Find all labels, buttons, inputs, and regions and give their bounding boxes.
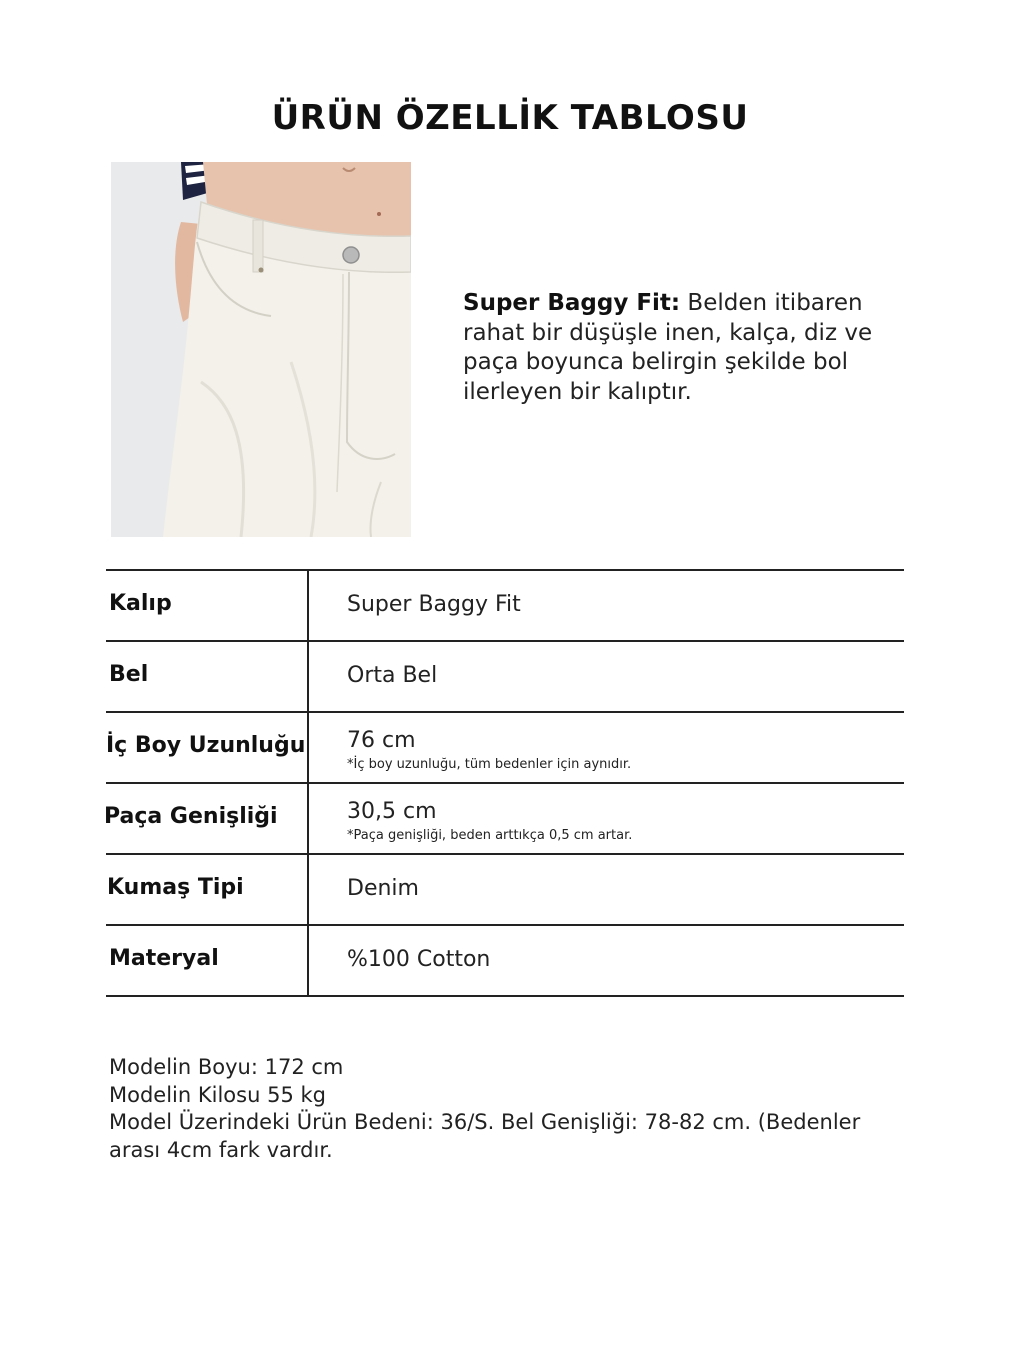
spec-value: 76 cm [347, 728, 416, 753]
spec-row-materyal [106, 924, 904, 997]
model-weight: Modelin Kilosu 55 kg [109, 1082, 326, 1107]
spec-label: Kumaş Tipi [107, 875, 244, 900]
fit-description [463, 289, 923, 407]
fit-description-text: Belden itibaren rahat bir düşüşle inen, kalça, diz ve paça boyunca belirgin şekilde bol ilerleyen bir kalıptır. [463, 290, 873, 405]
spec-row-kalip [106, 569, 904, 640]
spec-value: Orta Bel [347, 663, 438, 688]
spec-label: Paça Genişliği [104, 804, 278, 829]
model-size: Model Üzerindeki Ürün Bedeni: 36/S. Bel Genişliği: 78-82 cm. (Bedenler arası 4cm fark vardır. [109, 1110, 861, 1162]
spec-value: %100 Cotton [347, 947, 491, 972]
spec-table [106, 569, 904, 997]
spec-row-kumas [106, 853, 904, 924]
spec-note: *İç boy uzunluğu, tüm bedenler için aynıdır. [347, 757, 632, 772]
model-height: Modelin Boyu: 172 cm [109, 1055, 344, 1079]
model-info [109, 1054, 899, 1164]
spec-value: Super Baggy Fit [347, 592, 521, 617]
spec-label: Bel [109, 662, 149, 687]
spec-label: İç Boy Uzunluğu [106, 733, 306, 758]
column-divider [307, 926, 309, 995]
column-divider [307, 642, 309, 711]
page-title: ÜRÜN ÖZELLİK TABLOSU [271, 98, 749, 138]
column-divider [307, 855, 309, 924]
spec-row-bel [106, 640, 904, 711]
column-divider [307, 784, 309, 853]
column-divider [307, 713, 309, 782]
spec-row-paca [106, 782, 904, 853]
spec-value: 30,5 cm [347, 799, 437, 824]
spec-label: Kalıp [109, 591, 172, 616]
spec-label: Materyal [109, 946, 219, 971]
fit-description-label: Super Baggy Fit: [463, 290, 681, 316]
column-divider [307, 571, 309, 640]
spec-note: *Paça genişliği, beden arttıkça 0,5 cm artar. [347, 828, 633, 843]
product-photo [111, 162, 411, 537]
spec-value: Denim [347, 876, 419, 901]
spec-row-ic-boy [106, 711, 904, 782]
jeans-illustration [111, 162, 411, 537]
